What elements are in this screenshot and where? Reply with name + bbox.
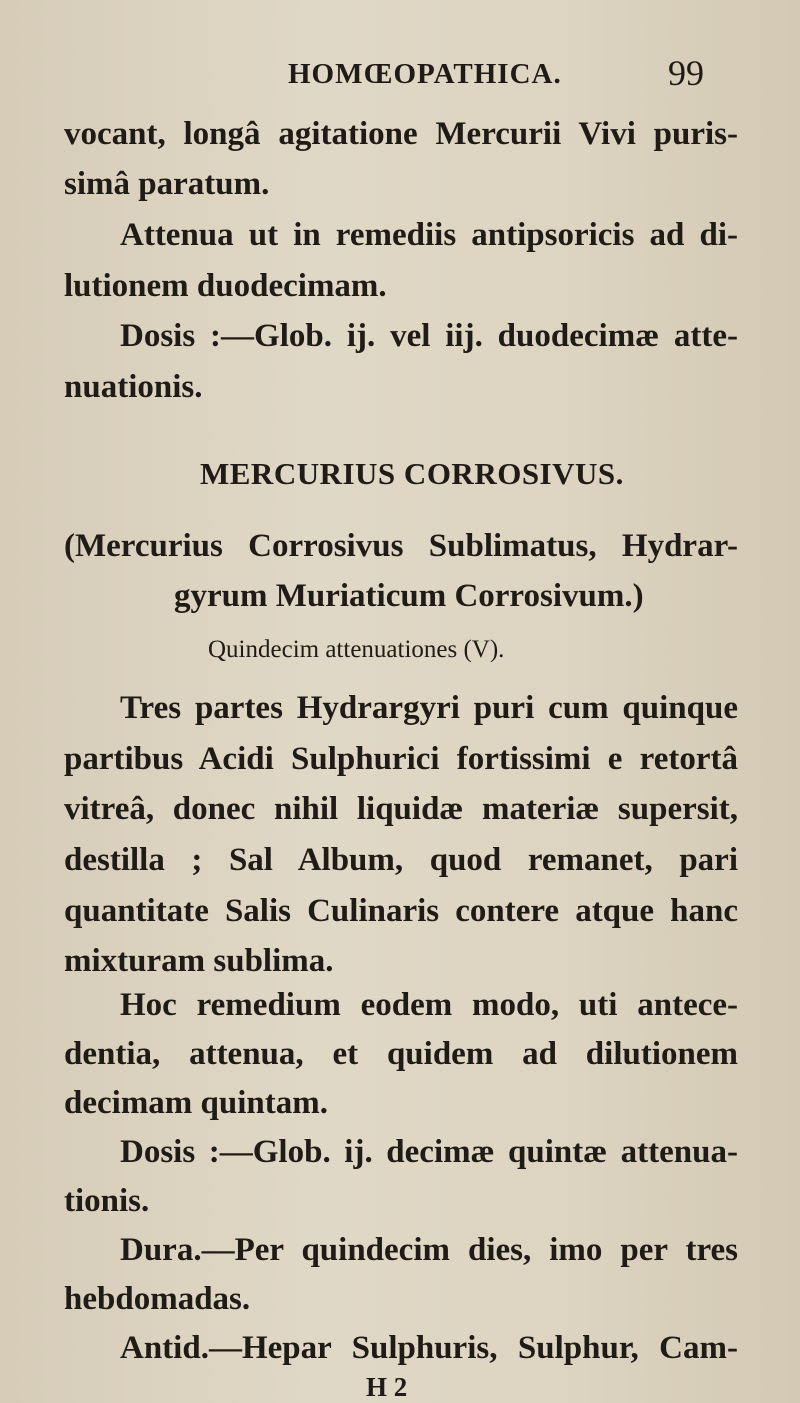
running-head bbox=[0, 52, 800, 92]
text-line: quantitate Salis Culinaris contere atque hanc bbox=[64, 893, 738, 929]
text-line: vitreâ, donec nihil liquidæ materiæ supersit, bbox=[64, 791, 738, 827]
text-line: destilla ; Sal Album, quod remanet, pari bbox=[64, 842, 738, 878]
text-line: Attenua ut in remediis antipsoricis ad di- bbox=[120, 217, 738, 253]
text-line: decimam quintam. bbox=[64, 1085, 328, 1121]
text-line: Antid.—Hepar Sulphuris, Sulphur, Cam- bbox=[120, 1330, 738, 1366]
text-line: partibus Acidi Sulphurici fortissimi e retortâ bbox=[64, 741, 738, 777]
text-line: Tres partes Hydrargyri puri cum quinque bbox=[120, 690, 738, 726]
page-number: 99 bbox=[668, 53, 704, 93]
signature-mark: H 2 bbox=[366, 1372, 408, 1402]
section-heading: MERCURIUS CORROSIVUS. bbox=[200, 456, 624, 491]
subtitle: Quindecim attenuationes (V). bbox=[208, 636, 505, 663]
synonym-line: (Mercurius Corrosivus Sublimatus, Hydrar- bbox=[64, 528, 738, 564]
synonym-line: gyrum Muriaticum Corrosivum.) bbox=[174, 578, 644, 614]
text-line: Hoc remedium eodem modo, uti antece- bbox=[120, 987, 738, 1023]
text-line: vocant, longâ agitatione Mercurii Vivi puris- bbox=[64, 116, 738, 152]
text-line: Dosis :—Glob. ij. decimæ quintæ attenua- bbox=[120, 1134, 738, 1170]
text-line: hebdomadas. bbox=[64, 1281, 251, 1317]
running-title: HOMŒOPATHICA. bbox=[288, 58, 562, 90]
text-line: lutionem duodecimam. bbox=[64, 268, 387, 304]
text-line: mixturam sublima. bbox=[64, 943, 334, 979]
text-line: simâ paratum. bbox=[64, 166, 270, 202]
text-line: tionis. bbox=[64, 1183, 150, 1219]
text-line: Dosis :—Glob. ij. vel iij. duodecimæ atte- bbox=[120, 318, 738, 354]
text-line: Dura.—Per quindecim dies, imo per tres bbox=[120, 1232, 738, 1268]
text-line: nuationis. bbox=[64, 369, 203, 405]
text-line: dentia, attenua, et quidem ad dilutionem bbox=[64, 1036, 738, 1072]
